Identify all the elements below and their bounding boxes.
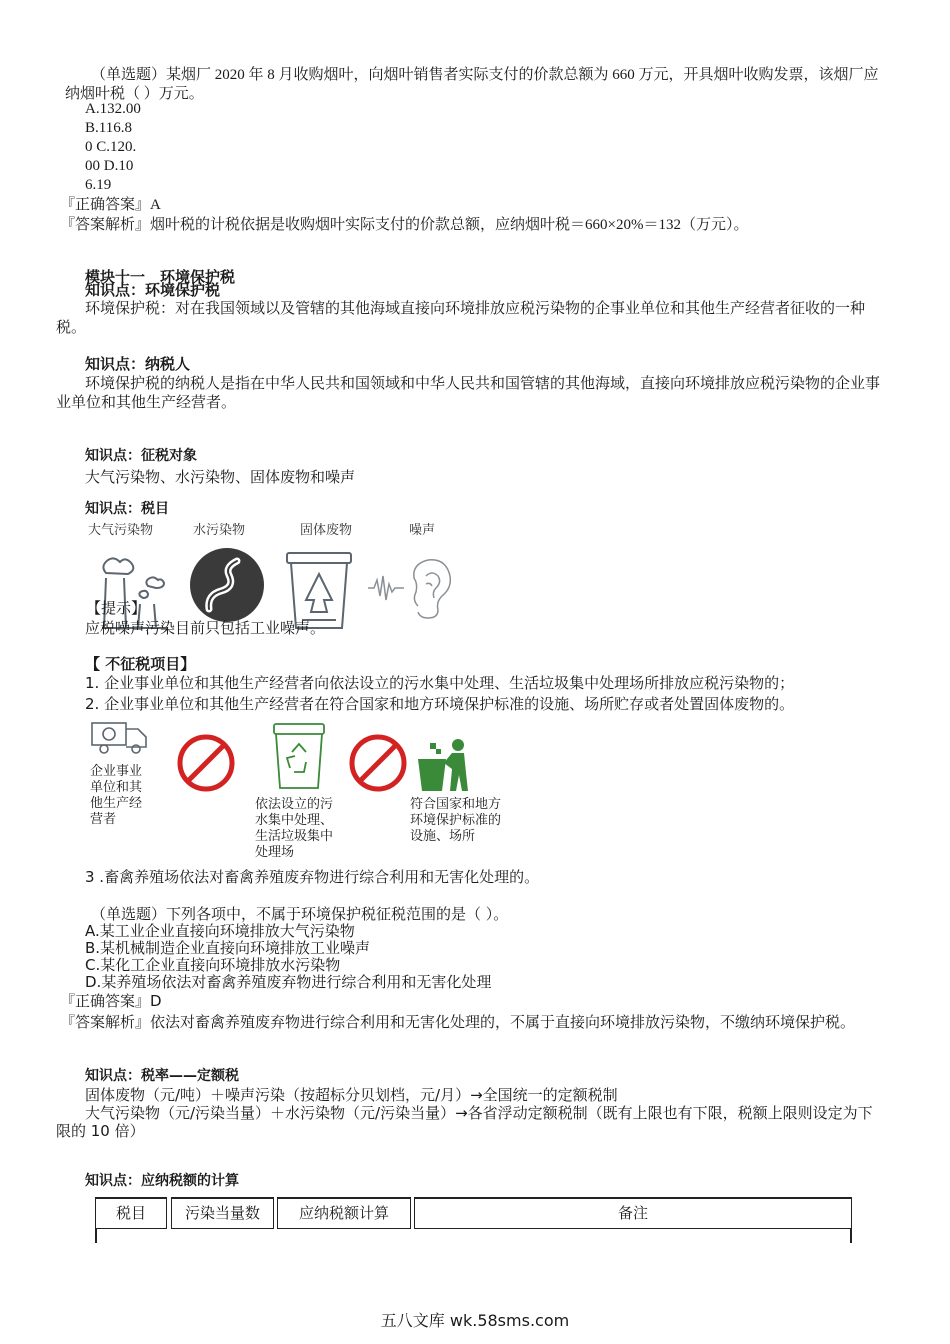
green-recycle-bin-icon [270, 722, 328, 790]
table-header-calculation: 应纳税额计算 [277, 1197, 411, 1229]
q1-option-line: B.116.8 [85, 120, 132, 136]
kp-env-tax-line1: 环境保护税：对在我国领域以及管辖的其他海域直接向环境排放应税污染物的企事业单位和其他生产经营者征收的一种 [85, 299, 866, 317]
q2-answer: 『正确答案』D [60, 992, 162, 1010]
caption-standard-facility: 符合国家和地方环境保护标准的设施、场所 [410, 797, 502, 844]
q1-option-line: 0 C.120. [85, 139, 137, 155]
river-water-icon [189, 547, 265, 623]
icon-label-water: 水污染物 [193, 523, 246, 538]
caption-treatment-facility: 依法设立的污水集中处理、生活垃圾集中处理场 [255, 797, 334, 860]
truck-icon [90, 721, 148, 755]
prohibition-icon [348, 733, 408, 793]
kp-taxpayer-title: 知识点：纳税人 [85, 355, 191, 373]
prohibition-icon [176, 733, 236, 793]
kp-items-title: 知识点：税目 [85, 501, 169, 517]
tip-body: 应税噪声污染目前只包括工业噪声。 [85, 619, 326, 637]
table-border [95, 1229, 97, 1243]
tip-title: 【提示】 [86, 599, 147, 617]
kp-rate-title: 知识点：税率——定额税 [85, 1068, 239, 1084]
kp-rate-line2: 大气污染物（元/污染当量）＋水污染物（元/污染当量）→各省浮动定额税制（既有上限也有下限，税额上限则设定为下 [85, 1104, 873, 1122]
q1-stem-line1: （单选题）某烟厂 2020 年 8 月收购烟叶，向烟叶销售者实际支付的价款总额为 660 万元，开具烟叶收购发票，该烟厂应 [91, 67, 879, 83]
table-border [850, 1229, 852, 1243]
kp-object-body: 大气污染物、水污染物、固体废物和噪声 [85, 468, 356, 486]
caption-enterprise: 企业事业单位和其他生产经营者 [90, 764, 143, 827]
icon-label-solid: 固体废物 [300, 523, 353, 538]
kp-rate-line3: 限的 10 倍） [56, 1122, 145, 1140]
q2-option: D.某养殖场依法对畜禽养殖废弃物进行综合利用和无害化处理 [85, 973, 492, 991]
module-title: 模块十一 环境保护税 [85, 268, 236, 286]
q2-option: C.某化工企业直接向环境排放水污染物 [85, 956, 341, 974]
q1-option-line: 6.19 [85, 177, 112, 193]
kp-env-tax-title: 知识点：环境保护税 [85, 281, 221, 299]
table-header-equivalent: 污染当量数 [171, 1197, 274, 1229]
q1-option-line: A.132.00 [85, 101, 141, 117]
q2-stem: （单选题）下列各项中，不属于环境保护税征税范围的是（ ）。 [91, 905, 509, 923]
q1-option-line: 00 D.10 [85, 158, 134, 174]
q1-answer: 『正确答案』A [60, 197, 161, 213]
q2-option: A.某工业企业直接向环境排放大气污染物 [85, 922, 355, 940]
exempt-title: 【 不征税项目】 [85, 655, 196, 673]
q1-stem-line2: 纳烟叶税（ ）万元。 [65, 86, 204, 102]
ear-noise-icon [366, 556, 456, 620]
table-header-remark: 备注 [414, 1197, 852, 1229]
kp-calc-title: 知识点：应纳税额的计算 [85, 1173, 239, 1189]
kp-taxpayer-line1: 环境保护税的纳税人是指在中华人民共和国领域和中华人民共和国管辖的其他海域，直接向环境排放应税污染物的企业事 [85, 374, 881, 392]
footer-watermark: 五八文库 wk.58sms.com [380, 1311, 570, 1330]
exempt-item-3: 3 .畜禽养殖场依法对畜禽养殖废弃物进行综合利用和无害化处理的。 [85, 868, 540, 886]
kp-object-title: 知识点：征税对象 [85, 448, 197, 464]
exempt-item-2: 2. 企业事业单位和其他生产经营者在符合国家和地方环境保护标准的设施、场所贮存或者处置固体废物的。 [85, 695, 795, 713]
table-header-item: 税目 [95, 1197, 167, 1229]
icon-label-noise: 噪声 [409, 523, 436, 538]
kp-env-tax-line2: 税。 [56, 318, 87, 336]
icon-label-air: 大气污染物 [88, 523, 154, 538]
dispose-trash-icon [416, 737, 474, 791]
q2-option: B.某机械制造企业直接向环境排放工业噪声 [85, 939, 371, 957]
q2-analysis: 『答案解析』依法对畜禽养殖废弃物进行综合利用和无害化处理的，不属于直接向环境排放污染物，不缴纳环境保护税。 [60, 1013, 856, 1031]
kp-rate-line1: 固体废物（元/吨）＋噪声污染（按超标分贝划档，元/月）→全国统一的定额税制 [85, 1086, 618, 1104]
q1-analysis: 『答案解析』烟叶税的计税依据是收购烟叶实际支付的价款总额，应纳烟叶税＝660×20%＝132（万元）。 [60, 217, 749, 233]
kp-taxpayer-line2: 业单位和其他生产经营者。 [56, 393, 237, 411]
exempt-item-1: 1. 企业事业单位和其他生产经营者向依法设立的污水集中处理、生活垃圾集中处理场所排放应税污染物的； [85, 674, 795, 692]
